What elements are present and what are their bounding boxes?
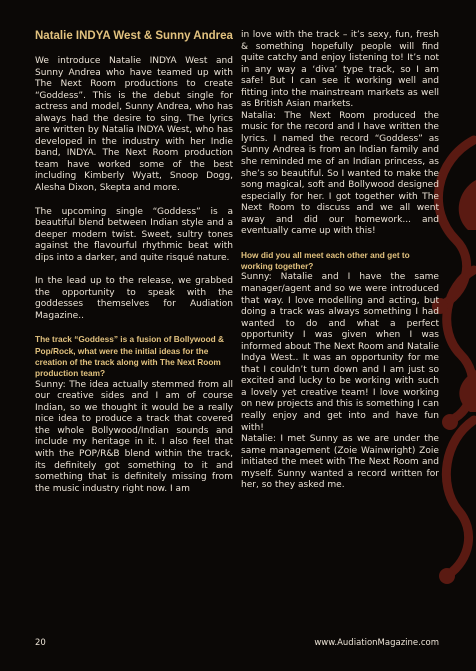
answer-natalie-2: Natalie: I met Sunny as we are under the same management (Zoie Wainwright) Zoie initiated the meet with The Next Room and myself. Sunny wanted a record written for her, so they asked me. bbox=[241, 434, 439, 491]
single-description-paragraph: The upcoming single “Goddess” is a beautiful blend between Indian style and a deeper modern twist. Sweet, sultry tones against the flavourful rhythmic beat with dips into a darker, and quite risqué nature. bbox=[35, 206, 233, 263]
lead-up-paragraph: In the lead up to the release, we grabbed the opportunity to speak with the goddesses themselves for Audiation Magazine.. bbox=[35, 276, 233, 321]
interview-question-1: The track “Goddess” is a fusion of Bollywood & Pop/Rock, what were the initial ideas for the creation of the track along with The Next Room production team? bbox=[35, 334, 225, 379]
article-title: Natalie INDYA West & Sunny Andrea bbox=[35, 30, 233, 42]
article-left-column bbox=[35, 30, 233, 495]
answer-sunny-1: Sunny: The idea actually stemmed from all our creative sides and I am of course Indian, so we thought it would be a really nice idea to produce a track that covered the whole Bollywood/Indian sounds and include my heritage in it. I also feel that with the POP/R&B blend within the track, its definitely got something to it and something that is definitely missing from the music industry right now. I am bbox=[35, 379, 233, 494]
answer-sunny-2: Sunny: Natalie and I have the same manager/agent and so we were introduced that way. I love modelling and acting, but doing a track was always something I had wanted to do and what a perfect opportunity I was given when I was informed about The Next Room and Natalie Indya West.. It was an opportunity for me that I couldn’t turn down and I am just so excited and lucky to be working with such a lovely yet creative team! I love working on new projects and this is something I can really enjoy and get into and have fun with! bbox=[241, 272, 439, 433]
answer-sunny-1-continued: in love with the track – it’s sexy, fun, fresh & something hopefully people will find quite catchy and enjoy listening to! It’s not in any way a ‘diva’ type track, so I am safe! But I can see it working well and fitting into the mainstream markets as well as British Asian markets. bbox=[241, 30, 439, 110]
intro-paragraph: We introduce Natalie INDYA West and Sunny Andrea who have teamed up with The Next Room productions to create “Goddess”. This is the debut single for actress and model, Sunny Andrea, who has always had the desire to sing. The lyrics are written by Natalia INDYA West, who has developed in the industry with her Indie band, INDYA. The Next Room production team have worked some of the best including Kimberly Wyatt, Snoop Dogg, Alesha Dixon, Skepta and more. bbox=[35, 56, 233, 194]
answer-natalia-1: Natalia: The Next Room produced the music for the record and I have written the lyrics. I named the record “Goddess” as Sunny Andrea is from an Indian family and she reminded me of an Indian princess, as she’s so beautiful. So I wanted to make the song magical, soft and Bollywood designed especially for her. I got together with The Next Room to discuss and we all went away and did our homework... and eventually came up with this! bbox=[241, 110, 439, 237]
website-link[interactable]: www.AudiationMagazine.com bbox=[314, 638, 439, 648]
page-number: 20 bbox=[35, 638, 46, 648]
interview-question-2: How did you all meet each other and get to working together? bbox=[241, 249, 410, 272]
article-right-column bbox=[241, 30, 439, 492]
